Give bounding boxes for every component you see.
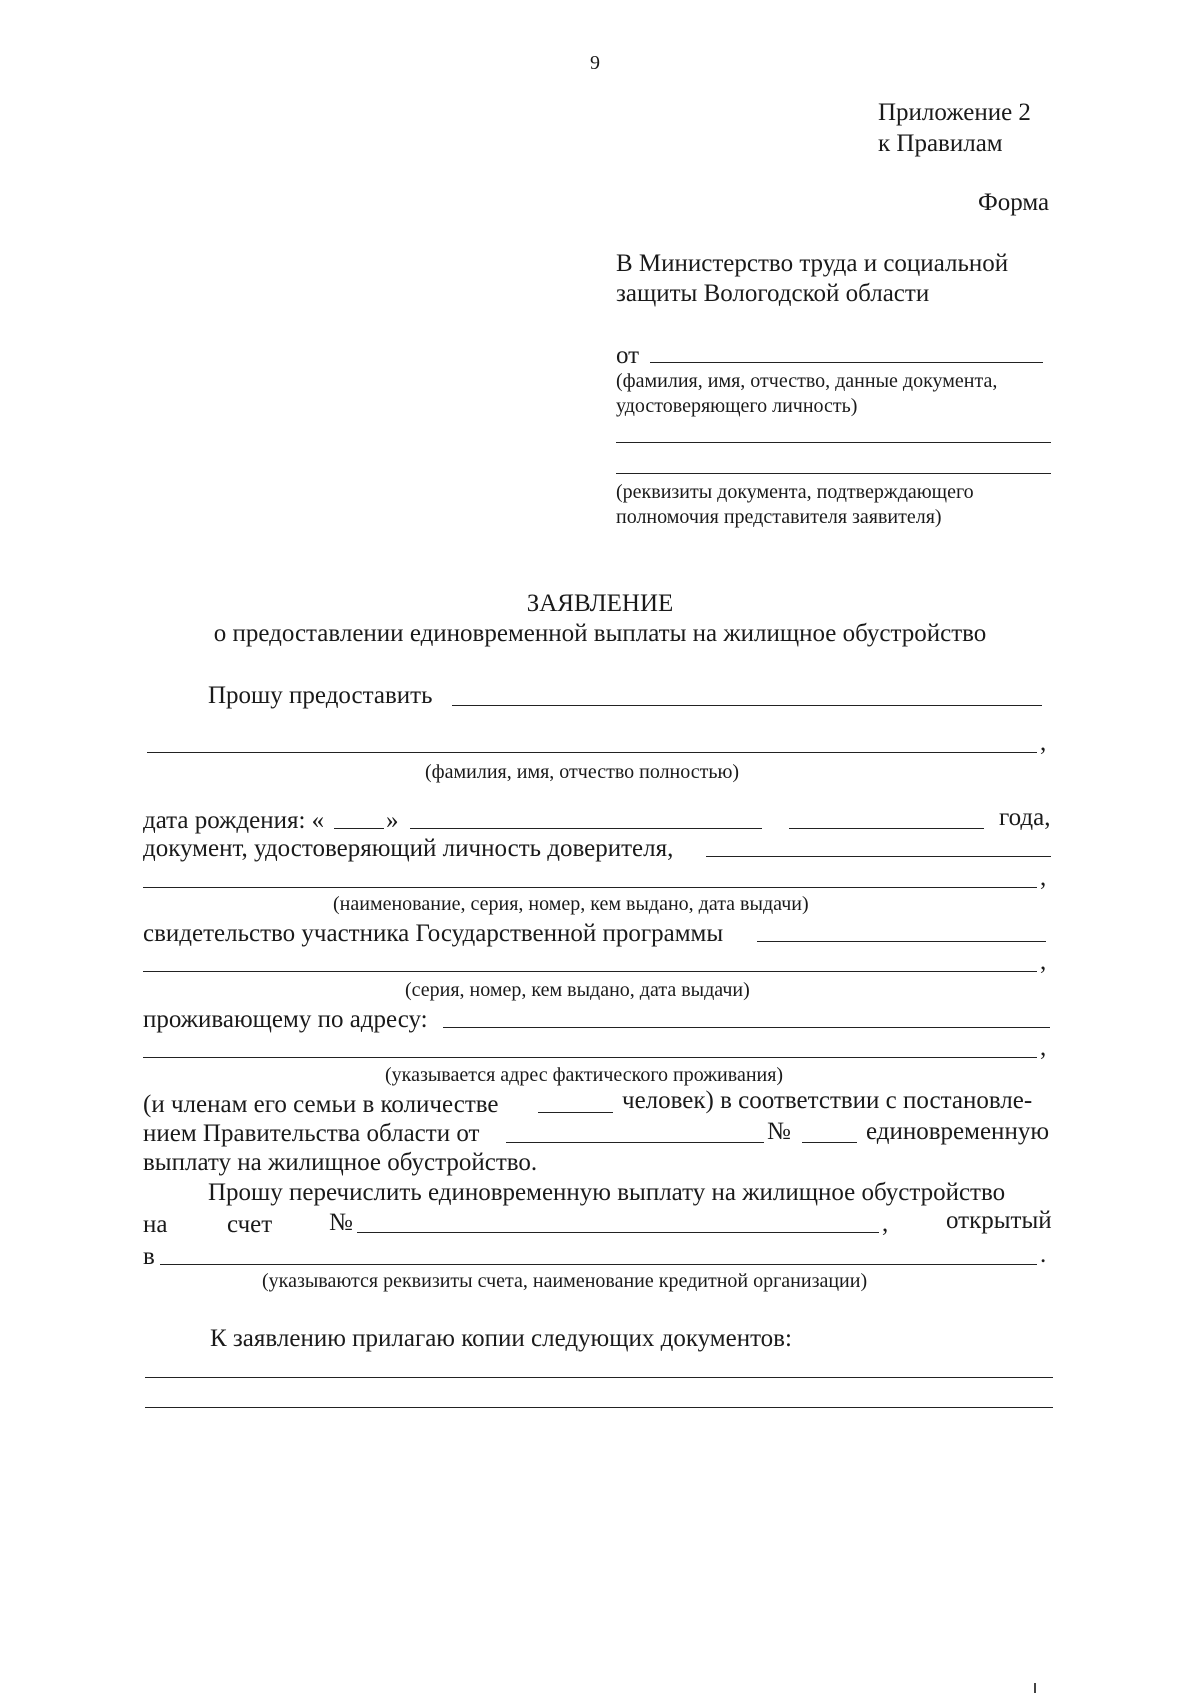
attachment-field-2[interactable] bbox=[145, 1407, 1053, 1408]
family-text-part-1: (и членам его семьи в количестве bbox=[143, 1091, 499, 1118]
account-comma: , bbox=[882, 1210, 889, 1237]
full-name-comma: , bbox=[1040, 729, 1047, 756]
resolution-text-part-2: единовременную bbox=[866, 1118, 1049, 1145]
certificate-hint: (серия, номер, кем выдано, дата выдачи) bbox=[405, 979, 750, 1001]
id-document-comma: , bbox=[1040, 864, 1047, 891]
resolution-number-sign: № bbox=[767, 1118, 791, 1145]
address-extra-field[interactable] bbox=[143, 1057, 1037, 1058]
certificate-label: свидетельство участника Государственной программы bbox=[143, 920, 724, 947]
scan-mark bbox=[1034, 1683, 1036, 1693]
appendix-subtitle: к Правилам bbox=[878, 130, 1003, 157]
applicant-extra-field-2[interactable] bbox=[616, 473, 1051, 474]
birth-date-label: дата рождения: « bbox=[143, 807, 325, 834]
account-opened-word: открытый bbox=[946, 1207, 1052, 1234]
bank-v-word: в bbox=[143, 1243, 155, 1270]
account-na-word: на bbox=[143, 1211, 168, 1238]
addressee-line-1: В Министерство труда и социальной bbox=[616, 250, 1009, 277]
id-document-label: документ, удостоверяющий личность доверителя, bbox=[143, 835, 674, 862]
resolution-number-field[interactable] bbox=[802, 1142, 857, 1143]
representative-hint-line-1: (реквизиты документа, подтверждающего bbox=[616, 481, 974, 503]
applicant-name-field[interactable] bbox=[650, 362, 1043, 363]
applicant-extra-field-1[interactable] bbox=[616, 442, 1051, 443]
full-name-hint: (фамилия, имя, отчество полностью) bbox=[425, 761, 740, 783]
address-field[interactable] bbox=[443, 1027, 1050, 1028]
birth-day-field[interactable] bbox=[334, 828, 384, 829]
applicant-hint-line-1: (фамилия, имя, отчество, данные документа, bbox=[616, 370, 998, 392]
request-name-field[interactable] bbox=[452, 705, 1042, 706]
document-title: ЗАЯВЛЕНИЕ bbox=[526, 590, 674, 617]
document-subtitle: о предоставлении единовременной выплаты на жилищное обустройство bbox=[213, 620, 987, 647]
account-number-sign: № bbox=[329, 1209, 353, 1236]
full-name-field[interactable] bbox=[147, 752, 1037, 753]
address-hint: (указывается адрес фактического проживания) bbox=[385, 1064, 784, 1086]
page-number: 9 bbox=[590, 52, 600, 74]
attachments-label: К заявлению прилагаю копии следующих документов: bbox=[210, 1325, 792, 1352]
transfer-text: Прошу перечислить единовременную выплату на жилищное обустройство bbox=[208, 1179, 1006, 1206]
certificate-field[interactable] bbox=[757, 941, 1046, 942]
payment-text: выплату на жилищное обустройство. bbox=[143, 1149, 538, 1176]
bank-period: . bbox=[1040, 1241, 1047, 1268]
birth-year-field[interactable] bbox=[789, 828, 984, 829]
representative-hint-line-2: полномочия представителя заявителя) bbox=[616, 506, 942, 528]
account-number-field[interactable] bbox=[357, 1232, 879, 1233]
appendix-title: Приложение 2 bbox=[878, 99, 1031, 126]
from-label: от bbox=[616, 342, 640, 369]
bank-name-field[interactable] bbox=[160, 1264, 1037, 1265]
birth-month-field[interactable] bbox=[410, 828, 762, 829]
id-document-details-field[interactable] bbox=[143, 887, 1037, 888]
id-document-field[interactable] bbox=[706, 856, 1051, 857]
certificate-comma: , bbox=[1040, 948, 1047, 975]
address-comma: , bbox=[1040, 1034, 1047, 1061]
addressee-line-2: защиты Вологодской области bbox=[616, 280, 930, 307]
id-document-hint: (наименование, серия, номер, кем выдано, дата выдачи) bbox=[333, 893, 809, 915]
attachment-field-1[interactable] bbox=[145, 1377, 1053, 1378]
family-text-part-2: человек) в соответствии с постановле- bbox=[622, 1087, 1033, 1114]
account-hint: (указываются реквизиты счета, наименование кредитной организации) bbox=[262, 1270, 868, 1292]
year-label: года, bbox=[999, 804, 1051, 831]
resolution-text-part-1: нием Правительства области от bbox=[143, 1120, 480, 1147]
address-label: проживающему по адресу: bbox=[143, 1006, 428, 1033]
applicant-hint-line-2: удостоверяющего личность) bbox=[616, 395, 858, 417]
form-label: Форма bbox=[978, 189, 1050, 216]
account-schet-word: счет bbox=[227, 1211, 273, 1238]
family-count-field[interactable] bbox=[538, 1112, 613, 1113]
resolution-date-field[interactable] bbox=[506, 1142, 764, 1143]
birth-date-close-quote: » bbox=[386, 807, 399, 834]
certificate-details-field[interactable] bbox=[143, 971, 1037, 972]
request-label: Прошу предоставить bbox=[208, 682, 433, 709]
